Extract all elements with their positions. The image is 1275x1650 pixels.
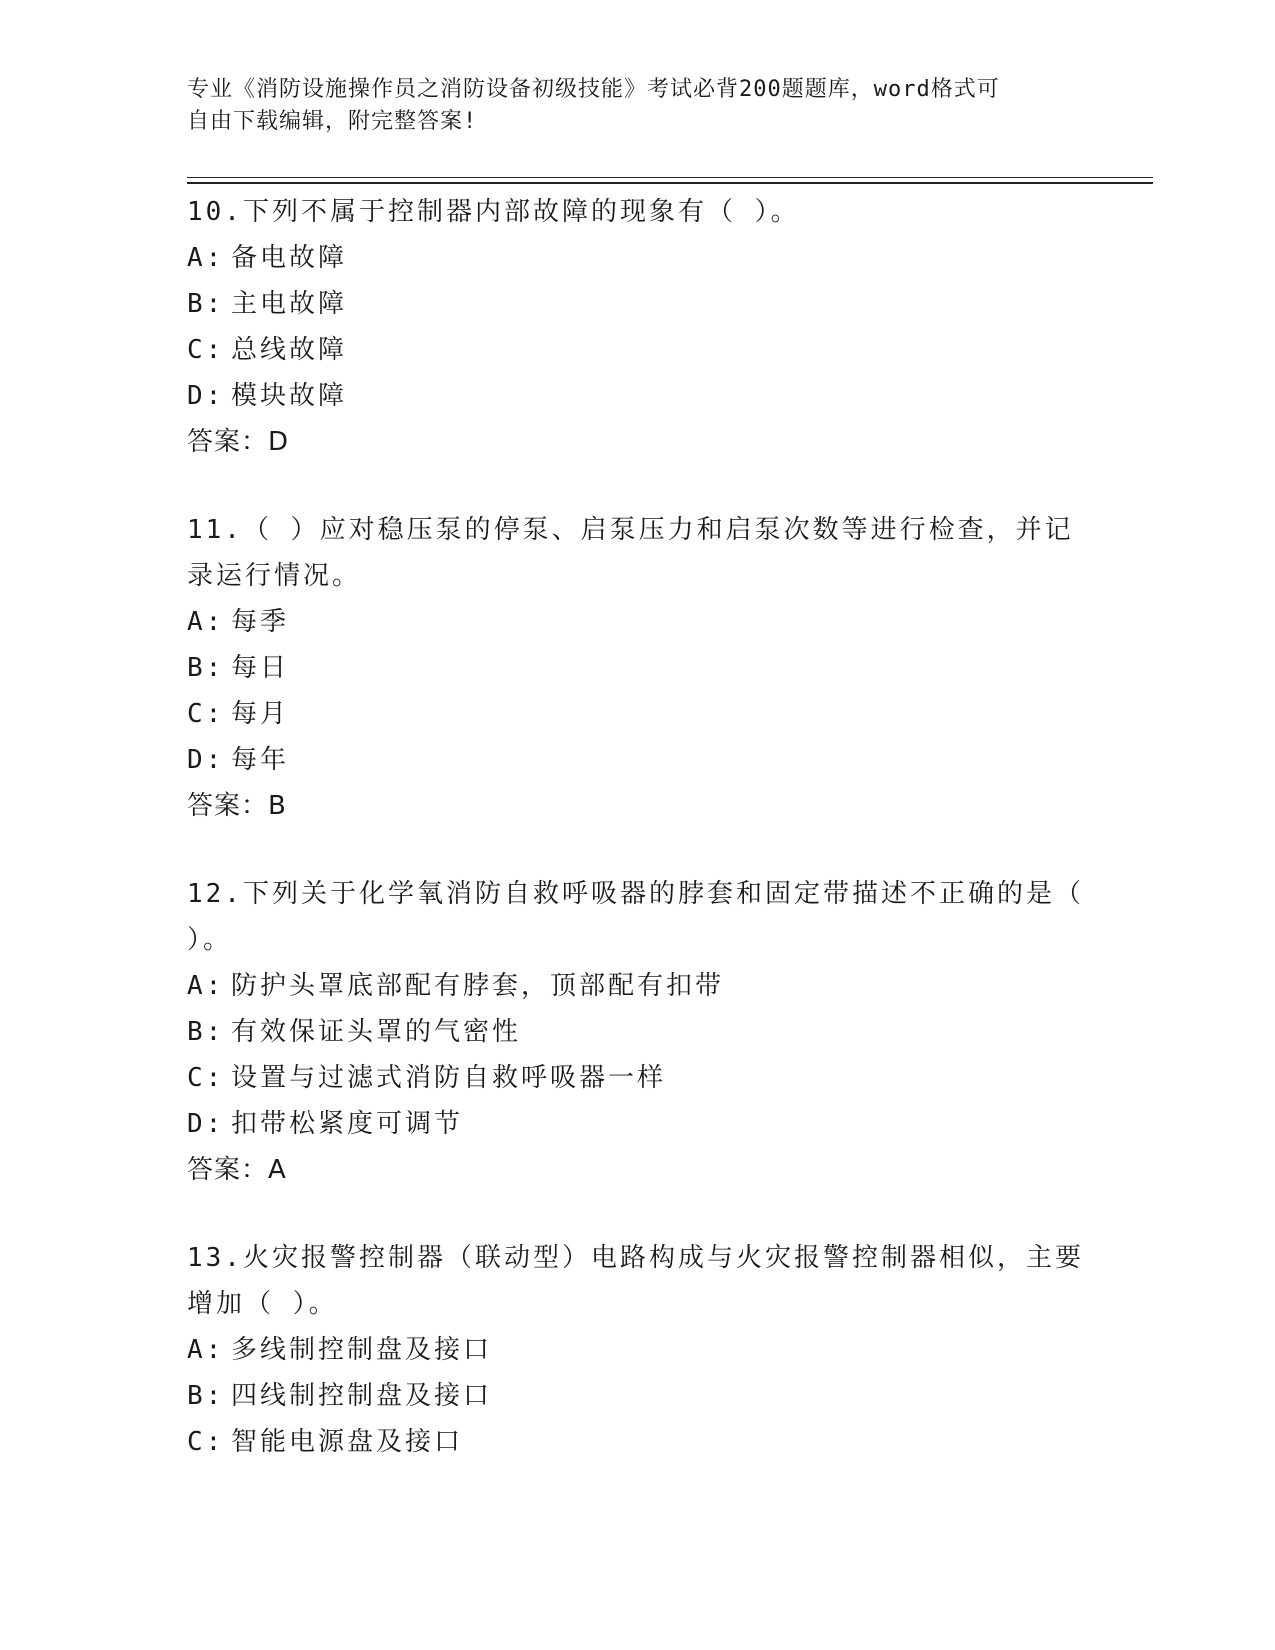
option-letter: B: (187, 1017, 225, 1047)
option-letter: A: (187, 243, 225, 273)
option-b (187, 281, 1087, 327)
question-stem: 12.下列关于化学氧消防自救呼吸器的脖套和固定带描述不正确的是（ (187, 879, 1084, 909)
question-stem: 10.下列不属于控制器内部故障的现象有（ ）。 (187, 197, 800, 227)
question-11 (187, 507, 1087, 829)
option-c (187, 327, 1087, 373)
option-a (187, 963, 1087, 1009)
option-letter: A: (187, 1335, 225, 1365)
option-text: 多线制控制盘及接口 (231, 1335, 493, 1365)
option-letter: A: (187, 971, 225, 1001)
option-text: 扣带松紧度可调节 (231, 1109, 464, 1139)
option-text: 备电故障 (231, 243, 348, 273)
option-letter: C: (187, 1063, 225, 1093)
option-d (187, 373, 1087, 419)
question-stem-continued: 录运行情况。 (187, 561, 362, 591)
option-text: 有效保证头罩的气密性 (231, 1017, 522, 1047)
option-text: 每年 (231, 745, 290, 775)
option-text: 主电故障 (231, 289, 348, 319)
answer-line: 答案：B (187, 791, 287, 821)
option-text: 防护头罩底部配有脖套，顶部配有扣带 (231, 971, 725, 1001)
option-a (187, 235, 1087, 281)
option-text: 每季 (231, 607, 290, 637)
option-d (187, 1101, 1087, 1147)
question-list (187, 189, 1087, 1507)
option-letter: B: (187, 1381, 225, 1411)
option-b (187, 1009, 1087, 1055)
option-letter: A: (187, 607, 225, 637)
header-line-2: 自由下载编辑，附完整答案! (187, 109, 478, 134)
answer-line: 答案：A (187, 1155, 287, 1185)
option-text: 设置与过滤式消防自救呼吸器一样 (231, 1063, 667, 1093)
option-text: 四线制控制盘及接口 (231, 1381, 493, 1411)
option-text: 每日 (231, 653, 290, 683)
header-divider-thin (187, 177, 1153, 178)
header-line-1: 专业《消防设施操作员之消防设备初级技能》考试必背200题题库，word格式可 (187, 77, 1000, 102)
option-letter: B: (187, 289, 225, 319)
option-letter: D: (187, 745, 225, 775)
header-divider-thick (187, 182, 1153, 184)
option-a (187, 599, 1087, 645)
option-letter: C: (187, 699, 225, 729)
option-b (187, 1373, 1087, 1419)
answer-line: 答案：D (187, 427, 290, 457)
option-c (187, 691, 1087, 737)
option-b (187, 645, 1087, 691)
option-d (187, 737, 1087, 783)
option-letter: C: (187, 1427, 225, 1457)
document-header (187, 74, 1067, 138)
option-text: 每月 (231, 699, 290, 729)
option-letter: C: (187, 335, 225, 365)
option-text: 模块故障 (231, 381, 348, 411)
option-c (187, 1419, 1087, 1465)
question-12 (187, 871, 1087, 1193)
option-letter: D: (187, 381, 225, 411)
option-c (187, 1055, 1087, 1101)
option-letter: B: (187, 653, 225, 683)
option-text: 总线故障 (231, 335, 348, 365)
question-stem-continued: ）。 (187, 925, 233, 955)
question-13 (187, 1235, 1087, 1465)
option-a (187, 1327, 1087, 1373)
question-stem-continued: 增加（ ）。 (187, 1289, 338, 1319)
question-10 (187, 189, 1087, 465)
question-stem: 13.火灾报警控制器（联动型）电路构成与火灾报警控制器相似，主要 (187, 1243, 1084, 1273)
option-letter: D: (187, 1109, 225, 1139)
option-text: 智能电源盘及接口 (231, 1427, 464, 1457)
question-stem: 11.（ ）应对稳压泵的停泵、启泵压力和启泵次数等进行检查，并记 (187, 515, 1074, 545)
